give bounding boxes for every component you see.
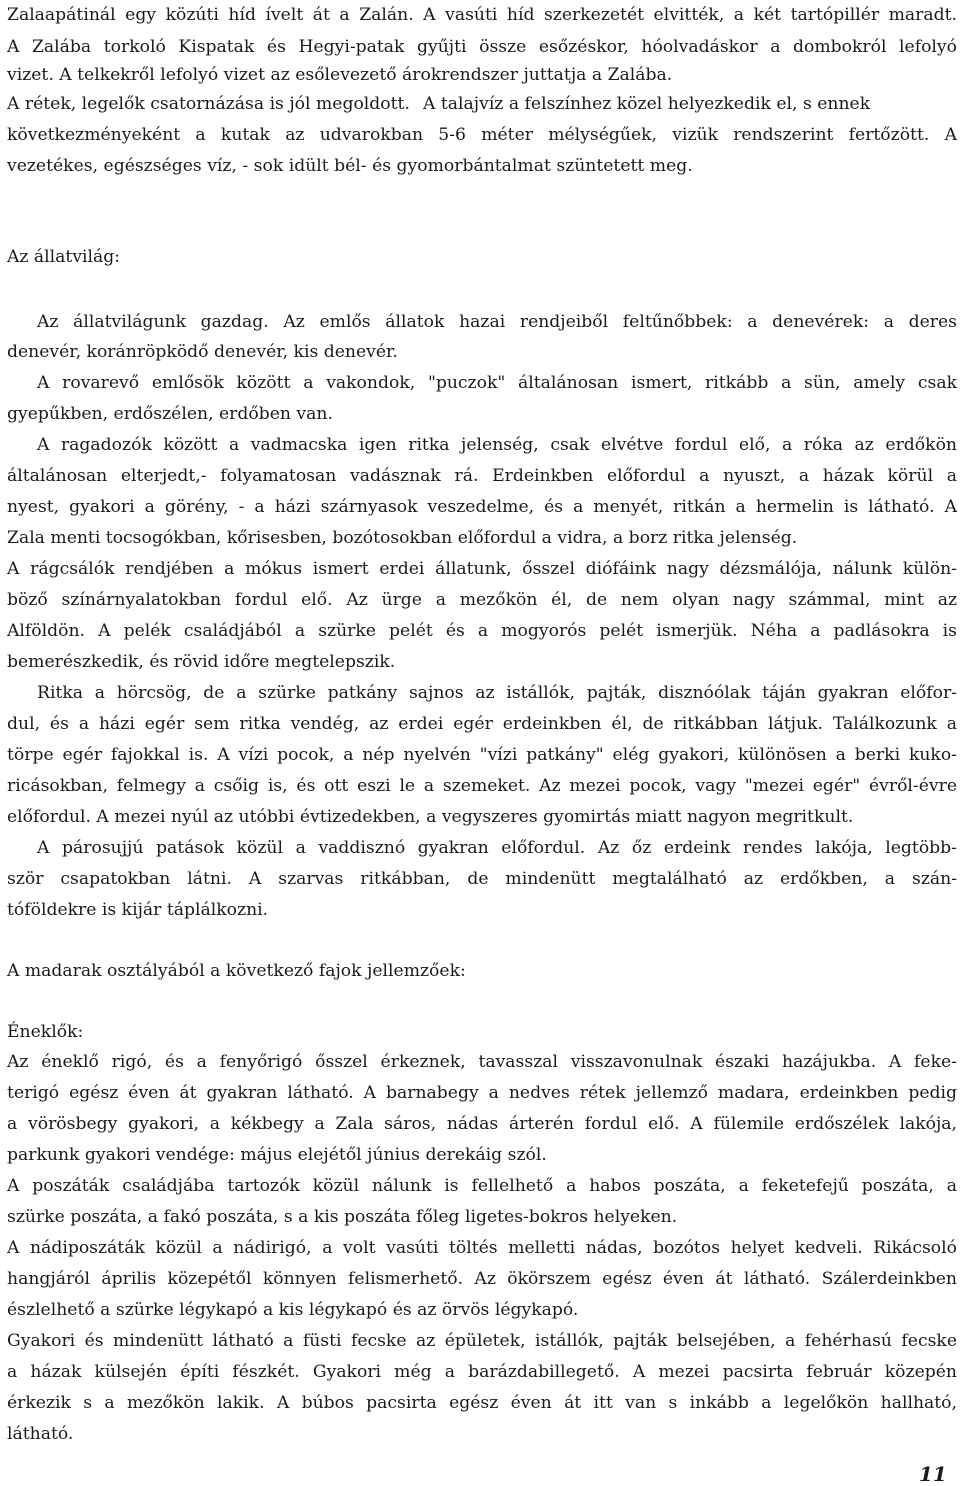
text-line: bemerészkedik, és rövid időre megtelepszik. (7, 652, 396, 672)
text-line: A Zalába torkoló Kispatak és Hegyi-patak gyűjti össze esőzéskor, hóolvadáskor a dombokról lefolyó (7, 37, 957, 57)
section-heading: Éneklők: (7, 1022, 84, 1042)
text-line: Az állatvilágunk gazdag. Az emlős állatok hazai rendjeiből feltűnőbbek: a denevérek: a deres (37, 312, 957, 332)
section-heading: Az állatvilág: (7, 247, 121, 267)
text-line: vizet. A telkekről lefolyó vizet az esőlevezető árokrendszer juttatja a Zalába. (7, 65, 673, 85)
text-line: A párosujjú patások közül a vaddisznó gyakran előfordul. Az őz erdeink rendes lakója, legtöbb- (37, 838, 957, 858)
text-line: tóföldekre is kijár táplálkozni. (7, 900, 269, 920)
text-line: szürke poszáta, a fakó poszáta, s a kis poszáta főleg ligetes-bokros helyeken. (7, 1207, 678, 1227)
text-line: következményeként a kutak az udvarokban 5-6 méter mélységűek, vizük rendszerint fertőzött. A (7, 125, 957, 145)
text-line: parkunk gyakori vendége: május elejétől június derekáig szól. (7, 1145, 547, 1165)
text-line: Az éneklő rigó, és a fenyőrigó ősszel érkeznek, tavasszal visszavonulnak északi hazájukba. A feke- (7, 1052, 957, 1072)
text-line: A poszáták családjába tartozók közül nálunk is fellelhető a habos poszáta, a feketefejű poszáta, a (7, 1176, 957, 1196)
text-line: Ritka a hörcsög, de a szürke patkány sajnos az istállók, pajták, disznóólak táján gyakran előfor- (37, 683, 957, 703)
text-line: ször csapatokban látni. A szarvas ritkábban, de mindenütt megtalálható az erdőkben, a szán- (7, 869, 957, 889)
text-line: A rovarevő emlősök között a vakondok, "puczok" általánosan ismert, ritkább a sün, amely csak (37, 373, 957, 393)
text-line: A ragadozók között a vadmacska igen ritka jelenség, csak elvétve fordul elő, a róka az erdőkön (37, 435, 957, 455)
text-line: törpe egér fajokkal is. A vízi pocok, a nép nyelvén "vízi patkány" elég gyakori, különösen a berki kuko- (7, 745, 957, 765)
text-line: a vörösbegy gyakori, a kékbegy a Zala sáros, nádas árterén fordul elő. A fülemile erdőszélek lakója, (7, 1114, 957, 1134)
text-line: böző színárnyalatokban fordul elő. Az ürge a mezőkön él, de nem olyan nagy számmal, mint az (7, 590, 957, 610)
text-line: nyest, gyakori a görény, - a házi szárnyasok veszedelme, és a menyét, ritkán a hermelin is látható. A (7, 497, 957, 517)
text-line: A rétek, legelők csatornázása is jól megoldott. (7, 94, 410, 114)
text-line: gyepűkben, erdőszélen, erdőben van. (7, 404, 333, 424)
document-page (7, 0, 957, 1486)
text-line: dul, és a házi egér sem ritka vendég, az erdei egér erdeinkben él, de ritkábban látjuk. Találkozunk a (7, 714, 957, 734)
text-line: érkezik s a mezőkön lakik. A búbos pacsirta egész éven át itt van s inkább a legelőkön hallható, (7, 1393, 957, 1413)
text-line: terigó egész éven át gyakran látható. A barnabegy a nedves rétek jellemző madara, erdeinkben pedig (7, 1083, 957, 1103)
text-line: előfordul. A mezei nyúl az utóbbi évtizedekben, a vegyszeres gyomirtás miatt nagyon megritkult. (7, 807, 854, 827)
text-line: Zala menti tocsogókban, kőrisesben, bozótosokban előfordul a vidra, a borz ritka jelenség. (7, 528, 798, 548)
text-line: Zalaapátinál egy közúti híd ívelt át a Zalán. A vasúti híd szerkezetét elvitték, a két tartópillér maradt. (7, 5, 957, 25)
text-line: Alföldön. A pelék családjából a szürke pelét és a mogyorós pelét ismerjük. Néha a padlásokra is (7, 621, 957, 641)
text-line: Gyakori és mindenütt látható a füsti fecske az épületek, istállók, pajták belsejében, a fehérhasú fecske (7, 1331, 957, 1351)
text-line: denevér, koránröpködő denevér, kis denevér. (7, 342, 398, 362)
text-line: általánosan elterjedt,- folyamatosan vadásznak rá. Erdeinkben előfordul a nyuszt, a házak körül a (7, 466, 957, 486)
text-line: ricásokban, felmegy a csőig is, és ott eszi le a szemeket. Az mezei pocok, vagy "mezei egér" évről-évre (7, 776, 957, 796)
text-line: a házak külsején építi fészkét. Gyakori még a barázdabillegető. A mezei pacsirta február közepén (7, 1362, 957, 1382)
section-heading: A madarak osztályából a következő fajok jellemzőek: (7, 961, 466, 981)
text-line: látható. (7, 1424, 74, 1444)
text-line: A nádiposzáták közül a nádirigó, a volt vasúti töltés melletti nádas, bozótos helyet kedveli. Rikácsoló (7, 1238, 957, 1258)
page-number: 11 (919, 1462, 947, 1486)
text-line: észlelhető a szürke légykapó a kis légykapó és az örvös légykapó. (7, 1300, 579, 1320)
text-line: hangjáról április közepétől könnyen felismerhető. Az ökörszem egész éven át látható. Szálerdeinkben (7, 1269, 957, 1289)
text-line: A talajvíz a felszínhez közel helyezkedik el, s ennek (423, 94, 871, 114)
text-line: vezetékes, egészséges víz, - sok idült bél- és gyomorbántalmat szüntetett meg. (7, 156, 693, 176)
text-line: A rágcsálók rendjében a mókus ismert erdei állatunk, ősszel diófáink nagy dézsmálója, nálunk külön- (7, 559, 957, 579)
